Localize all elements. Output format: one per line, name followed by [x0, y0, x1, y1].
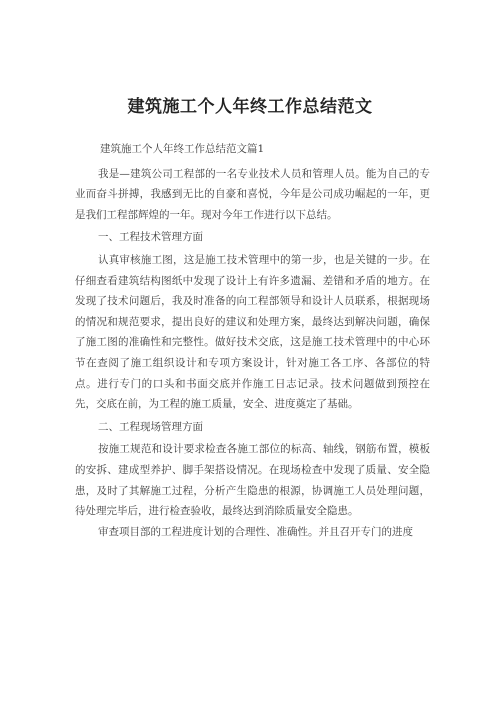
section-paragraph-schedule: 审查项目部的工程进度计划的合理性、准确性。并且召开专门的进度: [98, 525, 413, 538]
intro-paragraph: 我是—建筑公司工程部的一名专业技术人员和管理人员。能为自己的专业而奋斗拼搏，我感到无比的自豪和喜悦，今年是公司成功崛起的一年，更是我们工程部辉煌的一年。现对今年工作进行以下总结。: [75, 167, 430, 221]
section-paragraph-technical: 认真审核施工图，这是施工技术管理中的第一步，也是关键的一步。在仔细查看建筑结构图纸中发现了设计上有许多遗漏、差错和矛盾的地方。在发现了技术问题后，我及时准备的向工程部领导和设计人员联系，根据现场的情况和规范要求，提出良好的建议和处理方案，最终达到解决问题，确保了施工图的准确性和完整性。做好技术交底，这是施工技术管理中的中心环节在查阅了施工组织设计和专项方案设计，针对施工各工序、各部位的特点。进行专门的口头和书面交底并作施工日志记录。技术问题做到预控在先，交底在前，为工程的施工质量，安全、进度奠定了基础。: [75, 253, 430, 411]
document-title: 建筑施工个人年终工作总结范文: [127, 97, 373, 117]
section-paragraph-site: 按施工规范和设计要求检查各施工部位的标高、轴线，钢筋布置，模板的安拆、建成型养护、脚手架搭设情况。在现场检查中发现了质量、安全隐患，及时了其解施工过程，分析产生隐患的根源，协调施工人员处理问题，待处理完毕后，进行检查验收，最终达到消除质量安全隐患。: [75, 443, 430, 518]
document-subtitle: 建筑施工个人年终工作总结范文篇1: [100, 143, 265, 155]
section-heading-technical: 一、工程技术管理方面: [98, 231, 203, 244]
document-body: [75, 139, 430, 542]
section-heading-site: 二、工程现场管理方面: [98, 420, 203, 433]
